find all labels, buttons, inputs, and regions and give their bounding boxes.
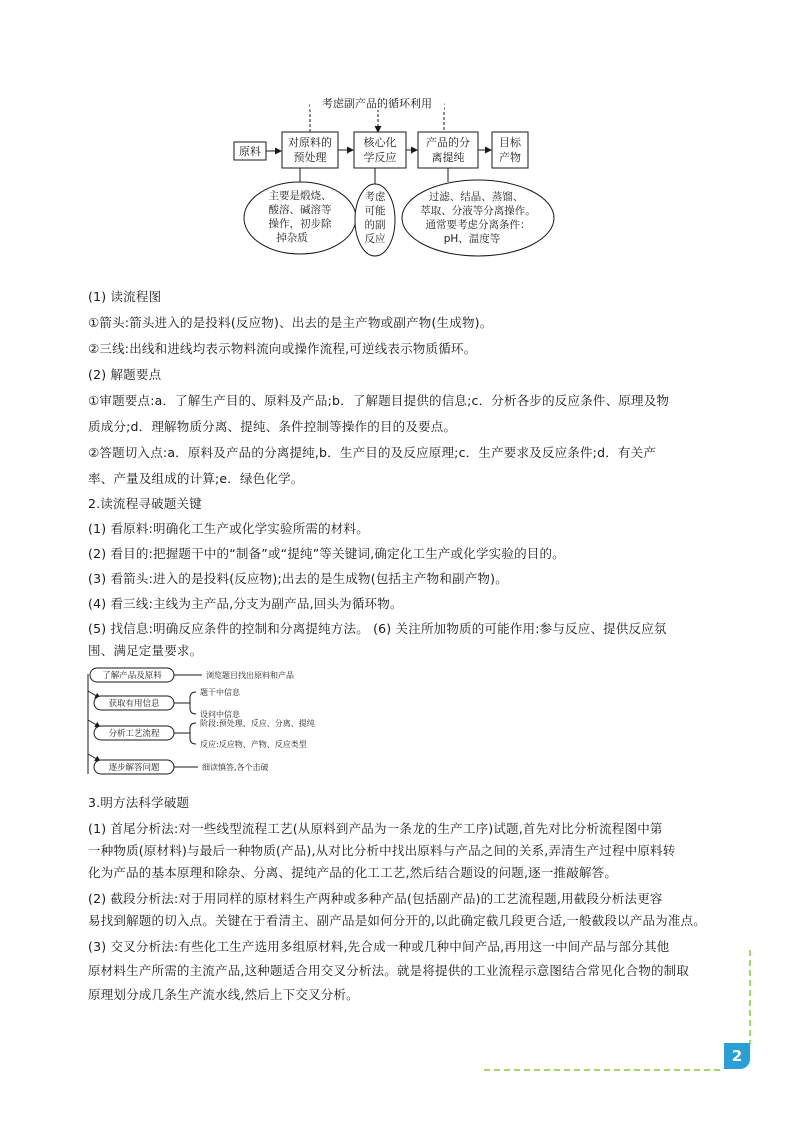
text-answer-points-1: ②答题切入点:a．原料及产品的分离提纯,b．生产目的及反应原理;c．生产要求及反应条件;d．有关产 bbox=[88, 445, 657, 460]
note-sep-l4: pH、温度等 bbox=[443, 233, 501, 245]
text-find-info-1: (5) 找信息:明确反应条件的控制和分离提纯方法。 (6) 关注所加物质的可能作用:参与反应、提供反应氛 bbox=[88, 621, 667, 636]
step-get-info-a: 题干中信息 bbox=[200, 688, 240, 697]
step-get-info: 获取有用信息 bbox=[108, 699, 160, 709]
text-head-tail-3: 化为产品的基本原理和除杂、分离、提纯产品的化工工艺,然后结合题设的问题,逐一推敲解答。 bbox=[88, 865, 618, 880]
text-segment-1: (2) 截段分析法:对于用同样的原材料生产两种或多种产品(包括副产品)的工艺流程题,用截段分析法更容 bbox=[88, 891, 663, 906]
box-pretreat-l1: 对原料的 bbox=[288, 136, 332, 149]
text-arrows: ①箭头:箭头进入的是投料(反应物)、出去的是主产物或副产物(生成物)。 bbox=[88, 315, 493, 330]
step-analyze-b: 反应:反应物、产物、反应类型 bbox=[200, 740, 307, 749]
box-pretreat-l2: 预处理 bbox=[293, 151, 327, 164]
note-pretreat-l2: 酸溶、碱溶等 bbox=[268, 204, 332, 216]
text-cross-3: 原理划分成几条生产流水线,然后上下交叉分析。 bbox=[88, 987, 359, 1002]
note-pretreat-l3: 操作，初步除 bbox=[268, 218, 332, 230]
box-core-l2: 学反应 bbox=[363, 151, 397, 164]
note-sep-l3: 通常要考虑分离条件： bbox=[425, 219, 531, 231]
note-core-l1: 考虑 bbox=[364, 191, 386, 203]
text-head-tail-1: (1) 首尾分析法:对一些线型流程工艺(从原料到产品为一条龙的生产工序)试题,首先对比分析流程图中第 bbox=[88, 821, 663, 836]
heading-read-flowchart: (1) 读流程图 bbox=[88, 289, 162, 304]
page-corner-border bbox=[470, 920, 760, 1080]
text-look-goal: (2) 看目的:把握题干中的“制备”或“提纯”等关键词,确定化工生产或化学实验的目的。 bbox=[88, 546, 565, 561]
text-segment-2: 易找到解题的切入点。关键在于看清主、副产品是如何分开的,以此确定截几段更合适,一般截段以产品为准点。 bbox=[88, 913, 706, 928]
box-target-l2: 产物 bbox=[499, 151, 521, 164]
text-cross-2: 原材料生产所需的主流产品,这种题适合用交叉分析法。就是将提供的工业流程示意图结合常见化合物的制取 bbox=[88, 963, 690, 978]
heading-section-3: 3.明方法科学破题 bbox=[88, 795, 190, 810]
box-sep-l2: 离提纯 bbox=[431, 151, 465, 164]
box-core-l1: 核心化 bbox=[363, 136, 397, 149]
process-flowchart bbox=[230, 92, 560, 264]
note-pretreat-l1: 主要是煅烧、 bbox=[268, 190, 332, 202]
box-sep-l1: 产品的分 bbox=[426, 136, 470, 149]
heading-section-2: 2.读流程寻破题关键 bbox=[88, 496, 202, 511]
step-answer: 逐步解答问题 bbox=[108, 763, 160, 773]
page-number: 2 bbox=[724, 1043, 750, 1069]
text-look-raw: (1) 看原料:明确化工生产或化学实验所需的材料。 bbox=[88, 521, 369, 536]
text-answer-points-2: 率、产量及组成的计算;e．绿色化学。 bbox=[88, 471, 304, 486]
text-look-arrow: (3) 看箭头:进入的是投料(反应物);出去的是生成物(包括主产物和副产物)。 bbox=[88, 571, 508, 586]
text-find-info-2: 围、满足定量要求。 bbox=[88, 643, 203, 658]
text-cross-1: (3) 交叉分析法:有些化工生产选用多组原材料,先合成一种或几种中间产品,再用这一中间产品与部分其他 bbox=[88, 939, 670, 954]
text-review-points-1: ①审题要点:a．了解生产目的、原料及产品;b．了解题目提供的信息;c．分析各步的反应条件、原理及物 bbox=[88, 393, 670, 408]
note-core-l2: 可能 bbox=[364, 205, 386, 217]
note-sep-l1: 过滤、结晶、蒸馏、 bbox=[428, 191, 524, 203]
text-three-lines: ②三线:出线和进线均表示物料流向或操作流程,可逆线表示物质循环。 bbox=[88, 341, 477, 356]
text-look-lines: (4) 看三线:主线为主产品,分支为副产品,回头为循环物。 bbox=[88, 596, 403, 611]
box-raw: 原料 bbox=[239, 145, 261, 158]
note-pretreat-l4: 掉杂质 bbox=[276, 232, 308, 244]
box-target-l1: 目标 bbox=[499, 136, 521, 149]
note-sep-l2: 萃取、分液等分离操作。 bbox=[420, 205, 536, 217]
step-understand-note: 浏览题目找出原料和产品 bbox=[206, 671, 294, 680]
step-answer-note: 细读慎答,各个击破 bbox=[202, 763, 269, 772]
step-get-info-b: 设问中信息 bbox=[200, 710, 240, 719]
step-analyze: 分析工艺流程 bbox=[108, 729, 160, 739]
recycle-label: 考虑副产品的循环利用 bbox=[322, 97, 432, 110]
solving-steps-diagram bbox=[86, 664, 346, 782]
step-understand: 了解产品及原料 bbox=[102, 671, 162, 681]
note-core-l4: 反应 bbox=[364, 233, 386, 245]
step-analyze-a: 阶段:预处理、反应、分离、提纯 bbox=[200, 719, 315, 728]
heading-key-points: (2) 解题要点 bbox=[88, 367, 162, 382]
note-core-l3: 的副 bbox=[364, 219, 386, 231]
text-review-points-2: 质成分;d．理解物质分离、提纯、条件控制等操作的目的及要点。 bbox=[88, 419, 457, 434]
text-head-tail-2: 一种物质(原材料)与最后一种物质(产品),从对比分析中找出原料与产品之间的关系,弄清生产过程中原料转 bbox=[88, 843, 676, 858]
